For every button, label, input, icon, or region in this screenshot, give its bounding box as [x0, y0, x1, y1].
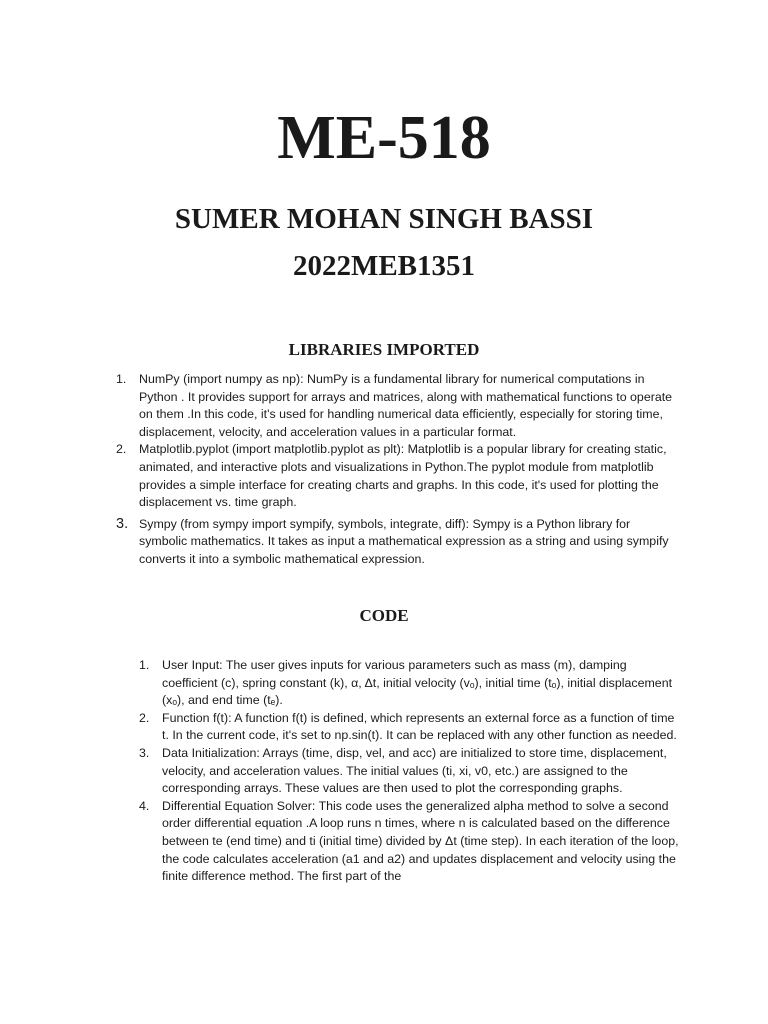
list-item-text: NumPy (import numpy as np): NumPy is a fundamental library for numerical computations in Python . It provides support for arrays and matrices, along with mathematical functions to operate on them .In this code, it's used for handling numerical data efficiently, especially for storing time, displacement, velocity, and acceleration values in a particular format.	[139, 372, 673, 439]
libraries-list	[116, 371, 679, 569]
list-item-text: Differential Equation Solver: This code uses the generalized alpha method to solve a second order differential equation .A loop runs n times, where n is calculated based on the difference between te (end time) and ti (initial time) divided by Δt (time step). In each iteration of the loop, the code calculates acceleration (a1 and a2) and updates displacement and velocity using the finite difference method. The first part of the	[162, 798, 679, 884]
list-item-text: User Input: The user gives inputs for various parameters such as mass (m), damping coefficient (c), spring constant (k), α, Δt, initial velocity (vₒ), initial time (tₒ), initial displacement (xₒ), and end time (tₑ).	[162, 658, 673, 708]
list-item	[139, 657, 682, 710]
list-item-text: Function f(t): A function f(t) is defined, which represents an external force as a function of time t. In the current code, it's set to np.sin(t). It can be replaced with any other function as needed.	[162, 710, 677, 743]
list-item-number: 4.	[139, 798, 150, 813]
list-item	[116, 371, 679, 441]
list-item-text: Sympy (from sympy import sympify, symbols, integrate, diff): Sympy is a Python library for symbolic mathematics. It takes as input a mathematical expression as a string and using sympify converts it into a symbolic mathematical expression.	[139, 516, 669, 566]
list-item-number: 1.	[116, 372, 127, 386]
list-item	[139, 745, 682, 798]
list-item-number: 2.	[116, 442, 127, 457]
list-item-number: 3.	[116, 515, 129, 532]
roll-number: 2022MEB1351	[292, 250, 476, 282]
list-item	[116, 515, 679, 569]
libraries-imported-heading: LIBRARIES IMPORTED	[288, 340, 480, 359]
list-item	[139, 798, 682, 886]
author-name: SUMER MOHAN SINGH BASSI	[174, 203, 594, 235]
list-item-number: 3.	[139, 745, 150, 760]
list-item-text: Matplotlib.pyplot (import matplotlib.pyplot as plt): Matplotlib is a popular library for creating static, animated, and interactive plots and visualizations in Python.The pyplot module from matplotlib provides a simple interface for creating charts and graphs. In this code, it's used for plotting the displacement vs. time graph.	[139, 442, 667, 510]
code-steps-list	[139, 657, 682, 886]
list-item-text: Data Initialization: Arrays (time, disp, vel, and acc) are initialized to store time, displacement, velocity, and acceleration values. The initial values (ti, xi, v0, etc.) are assigned to the corresponding arrays. These values are then used to plot the corresponding graphs.	[162, 745, 667, 796]
code-heading: CODE	[359, 606, 409, 625]
list-item-number: 2.	[139, 710, 150, 725]
course-code-title: ME-518	[277, 104, 491, 172]
list-item-number: 1.	[139, 658, 150, 672]
list-item	[139, 710, 682, 745]
list-item	[116, 441, 679, 511]
